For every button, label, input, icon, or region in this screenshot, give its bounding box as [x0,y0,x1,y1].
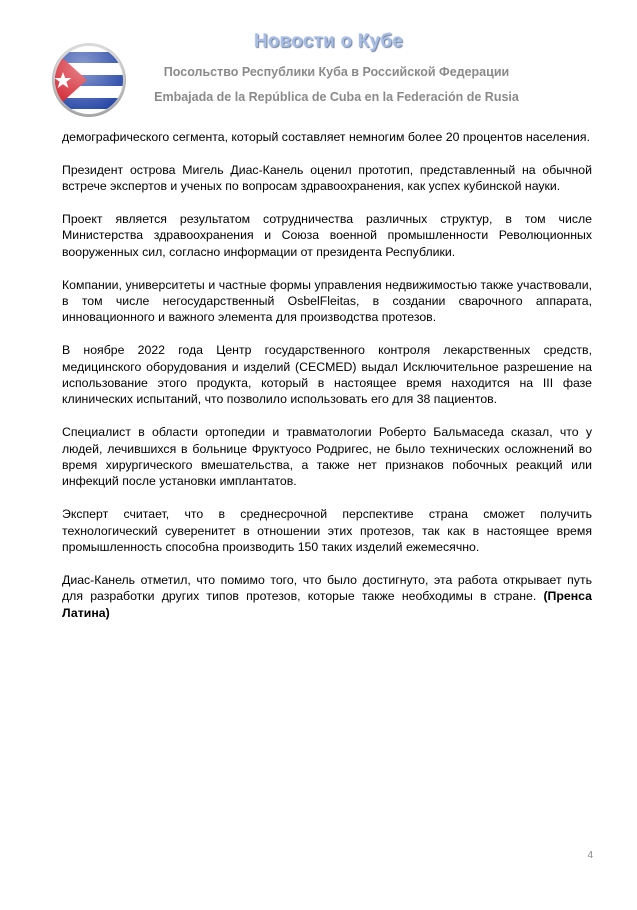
paragraph-text: Диас-Канель отметил, что помимо того, что было достигнуто, эта работа открывает путь для разработки других типов протезов, которые также необходимы в стране. [62,572,592,604]
last-paragraph [62,572,592,621]
paragraph: Компании, университеты и частные формы управления недвижимостью также участвовали, в том числе негосударственный OsbelFleitas, в создании сварочного аппарата, инновационного и важного элемента для производства протезов. [62,277,592,325]
paragraph: Эксперт считает, что в среднесрочной перспективе страна сможет получить технологический суверенитет в отношении этих протезов, так как в настоящее время промышленность способна производить 150 таких изделий ежемесячно. [62,507,592,555]
page-number: 4 [587,850,593,861]
cuba-flag-emblem [51,42,127,118]
paragraph: В ноябре 2022 года Центр государственного контроля лекарственных средств, медицинского оборудования и изделий (CECMED) выдал Исключительное разрешение на использование этого продукта, который в настоящее время находится на III фазе клинических испытаний, что позволило использовать его для 38 пациентов. [62,343,592,407]
paragraph: Проект является результатом сотрудничества различных структур, в том числе Министерства здравоохранения и Союза военной промышленности Революционных вооруженных сил, согласно информации от президента Республики. [62,212,592,259]
paragraph: демографического сегмента, который составляет немногим более 20 процентов населения. [62,130,590,144]
embassy-name-es: Embajada de la República de Cuba en la Federación de Rusia [154,90,519,104]
site-title: Новости о Кубе [253,31,404,52]
paragraph: Президент острова Мигель Диас-Канель оценил прототип, представленный на обычной встрече экспертов и ученых по вопросам здравоохранения, как успех кубинской науки. [62,162,592,194]
embassy-name-ru: Посольство Республики Куба в Российской Федерации [163,65,510,79]
news-source: (Пренса Латина) [62,589,592,620]
paragraph: Специалист в области ортопедии и травматологии Роберто Бальмаседа сказал, что у людей, лечившихся в больнице Фруктуосо Родригес, не было технических осложнений во время хирургического вмешательства, а также нет признаков побочных реакций или инфекций после установки имплантатов. [62,425,592,489]
article-body [62,129,592,637]
